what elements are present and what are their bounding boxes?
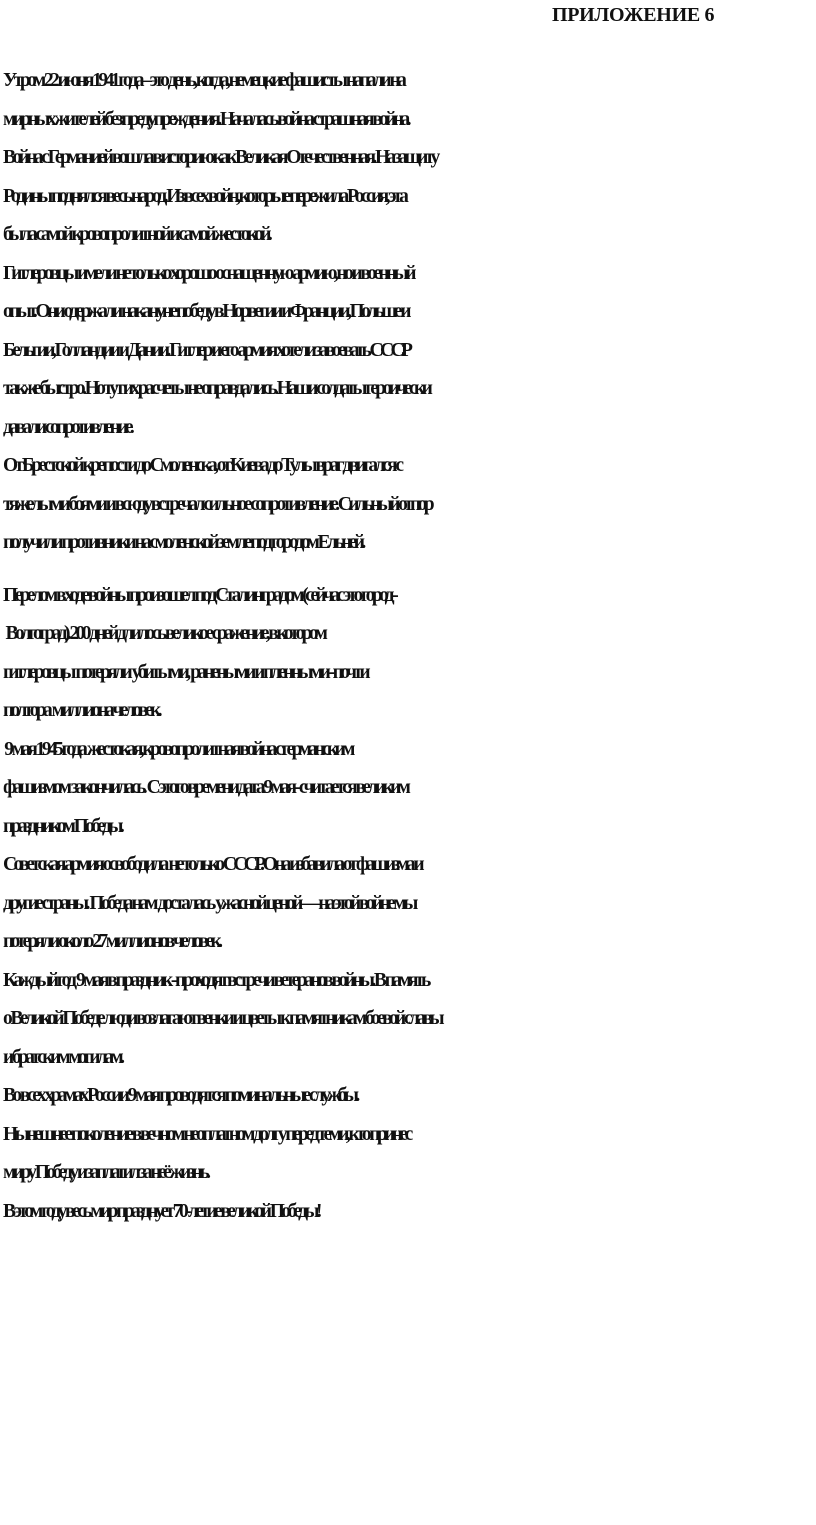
text-line: получили противники на смоленской земле под городом Ельней.	[3, 532, 363, 553]
text-line: Каждый год 9 мая в праздник - проходят встречи ветеранов войны. В память	[3, 969, 428, 991]
text-line: Перелом в ходе войны произошел под Сталинградом (сейчас это город -	[3, 584, 396, 606]
text-line: опыт. Они одержали накануне победу в Норвегии и Франции, Польше и	[3, 301, 408, 322]
text-line: и братским могилам.	[3, 1046, 122, 1068]
text-line: другие страны. Победа нам досталась ужасной ценой — на этой войне мы	[3, 892, 415, 914]
text-line: давали сопротивление.	[3, 416, 132, 438]
text-line: Нынешнее поколение в вечном неоплатном долгу перед теми, кто принес	[3, 1123, 410, 1145]
text-line: Волгоград). 200 дней длилось великое сражение, в котором	[3, 623, 325, 644]
text-line: также быстро. Но тут их расчеты не оправдались. Наши солдаты героически	[3, 378, 430, 399]
document-body	[3, 62, 815, 1231]
appendix-heading: ПРИЛОЖЕНИЕ 6	[552, 4, 715, 26]
text-line: праздником Победы.	[3, 815, 122, 837]
text-line: полтора миллиона человек.	[3, 700, 159, 721]
text-line: о Великой Победе люди возлагают венки и цветы к памятникам боевой славы	[3, 1008, 442, 1029]
text-line: была самой кровопролитной и самой жестокой.	[3, 224, 270, 245]
text-line: тяжелыми боями и всюду встречал сильное сопротивление. Сильный отпор	[3, 493, 432, 515]
text-line: 9 мая 1945 года жестокая, кровопролитная война с германским	[3, 738, 352, 760]
text-line: фашизмом закончилась. С этого времени дата 9 мая - считается великим	[3, 777, 408, 798]
text-line: потеряли около 27 миллионов человек.	[3, 931, 220, 952]
text-line: мирных жителей без предупреждения. Началась война страшная война.	[3, 108, 408, 130]
text-line: Бельгии, Голландии и Дании. Гитлер и его армия хотели завоевать СССР	[3, 339, 410, 361]
text-line: Война с Германией вошла в историю как Великая Отечественная. На защиту	[3, 147, 437, 168]
text-line: От Брестской крепости до Смоленска, от Киева до Тулы враг двигался с	[3, 455, 401, 476]
text-line: Родины поднялся весь народ. Из всех войн, которые пережила Россия, эта	[3, 185, 406, 207]
text-line: гитлеровцы потеряли убитыми, ранеными и пленными - почти	[3, 661, 367, 683]
text-line: Советская армия освободила не только СССР. Она избавила от фашизма и	[3, 854, 422, 875]
text-line: миру Победу и заплатил за неё жизнь.	[3, 1162, 208, 1183]
paragraph-gap	[3, 563, 815, 577]
text-line: Во всех храмах России 9 мая проводятся поминальные службы.	[3, 1085, 357, 1106]
text-line: Гитлеровцы имели не только хорошо оснащенную армию, но и военный	[3, 262, 413, 284]
text-line: Утром 22 июня 1941 года – это день, когда, немецкие фашисты напали на	[3, 70, 404, 91]
text-line: В этом году весь мир празднует 70-летие великой Победы!	[3, 1200, 319, 1222]
